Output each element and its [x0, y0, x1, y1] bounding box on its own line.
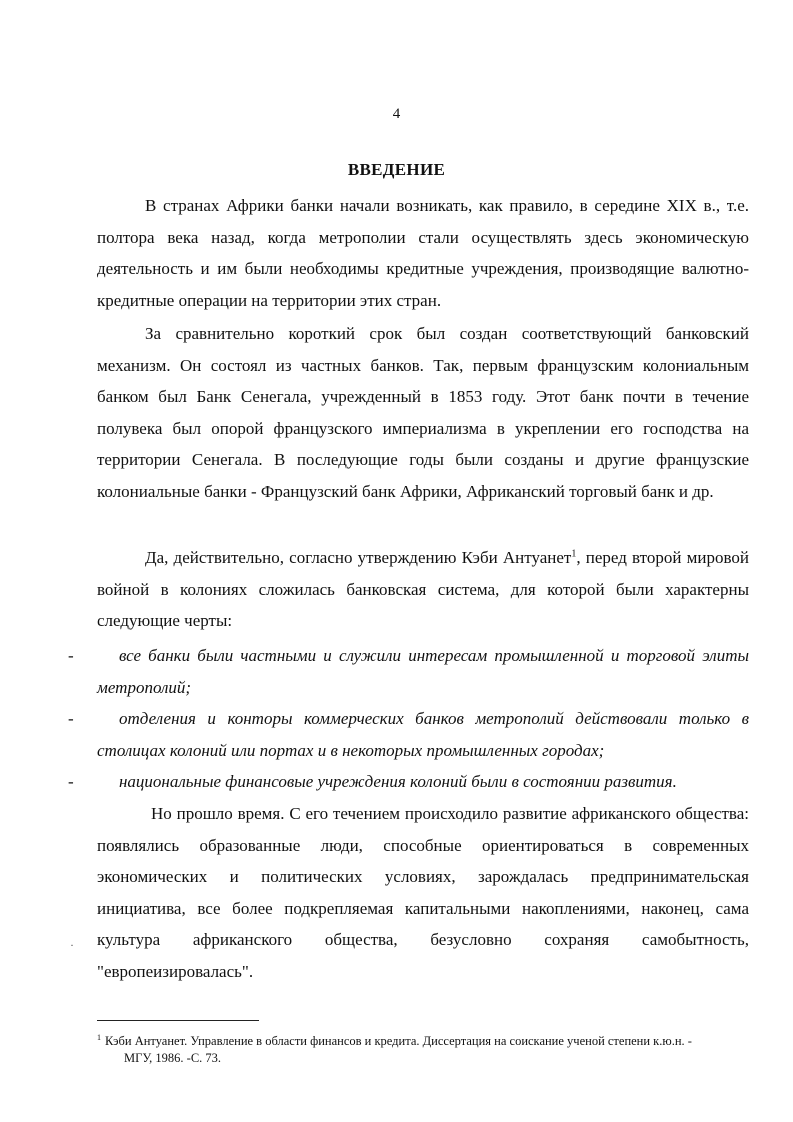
footnote [97, 1029, 749, 1067]
footnote-mark: 1 [97, 1033, 101, 1042]
list-item [68, 703, 749, 766]
paragraph-3-text-start: Да, действительно, согласно утверждению Кэби Антуанет [145, 548, 572, 567]
paragraph-4: Но прошло время. С его течением происходило развитие африканского общества: появлялись образованные люди, способные ориентироваться в современных экономических и политических условиях, зарождалась предпринимательская инициатива, все более подкрепляемая капитальными накоплениями, наконец, сама культура африканского общества, безусловно сохраняя самобытность, "европеизировалась". [97, 804, 749, 981]
paragraph-3-text-end: , перед второй мировой войной в колониях сложилась банковская система, для которой были характерны следующие черты: [97, 548, 749, 630]
features-list [68, 640, 749, 798]
scan-speck: · [70, 938, 74, 952]
footnote-line-1: Кэби Антуанет. Управление в области финансов и кредита. Диссертация на соискание ученой степени к.ю.н. - [105, 1034, 692, 1049]
list-item-text: национальные финансовые учреждения колоний были в состоянии развития. [119, 772, 677, 791]
footnote-line-2: МГУ, 1986. -С. 73. [124, 1051, 222, 1066]
paragraph-2: За сравнительно короткий срок был создан соответствующий банковский механизм. Он состоял из частных банков. Так, первым французским колониальным банком был Банк Сенегала, учрежденный в 1853 году. Этот банк почти в течение полувека был опорой французского империализма в укреплении его господства на территории Сенегала. В последующие годы были созданы и другие французские колониальные банки - Французский банк Африки, Африканский торговый банк и др. [97, 324, 749, 501]
page-number: 4 [392, 106, 401, 122]
list-item-text: все банки были частными и служили интересам промышленной и торговой элиты метрополий; [97, 646, 749, 697]
footnote-reference: 1 [571, 548, 577, 560]
section-heading: ВВЕДЕНИЕ [347, 160, 446, 179]
footnote-separator [97, 1020, 259, 1021]
list-item-text: отделения и конторы коммерческих банков метрополий действовали только в столицах колоний или портах и в некоторых промышленных городах; [97, 709, 749, 760]
list-item [68, 766, 749, 798]
list-item [68, 640, 749, 703]
list-dash: - [68, 709, 74, 728]
paragraph-3 [97, 542, 749, 637]
list-dash: - [68, 646, 74, 665]
list-dash: - [68, 772, 74, 791]
paragraph-1: В странах Африки банки начали возникать, как правило, в середине XIX в., т.е. полтора века назад, когда метрополии стали осуществлять здесь экономическую деятельность и им были необходимы кредитные учреждения, производящие валютно-кредитные операции на территории этих стран. [97, 196, 749, 310]
